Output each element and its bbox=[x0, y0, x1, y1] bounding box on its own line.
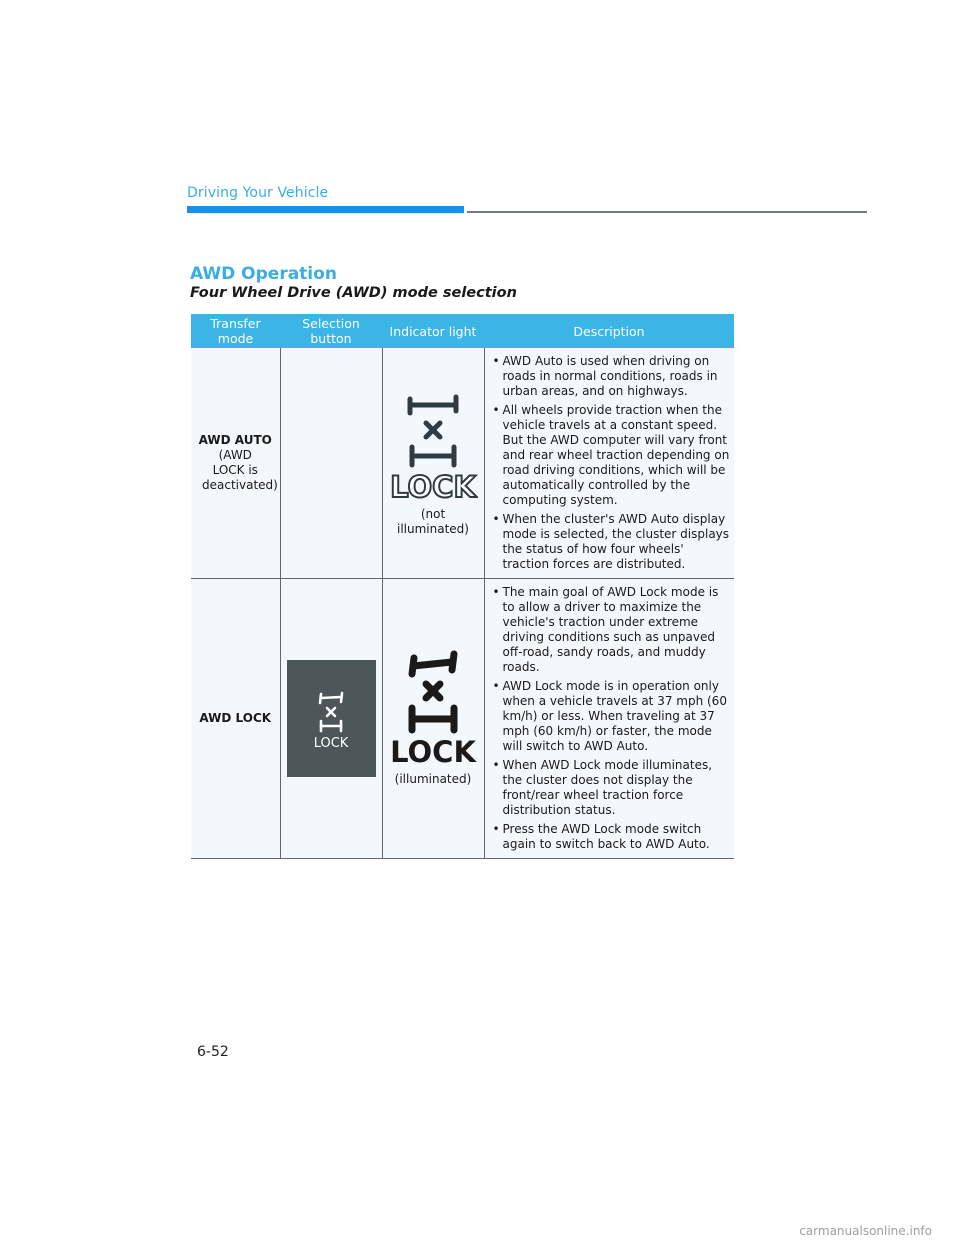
indicator-label: LOCK bbox=[390, 735, 476, 766]
transfer-mode-cell bbox=[191, 579, 280, 859]
page-title: AWD Operation bbox=[190, 264, 337, 284]
page-subtitle: Four Wheel Drive (AWD) mode selection bbox=[190, 285, 517, 301]
awd-lock-switch-icon bbox=[310, 689, 352, 749]
mode-detail: (AWD LOCK is deactivated) bbox=[202, 448, 278, 492]
description-bullet: • The main goal of AWD Lock mode is to allow a driver to maximize the vehicle's traction under extreme driving conditions such as unpaved off-road, sandy roads, and muddy roads. bbox=[491, 585, 731, 675]
selection-button-cell bbox=[280, 348, 382, 579]
table-row bbox=[191, 348, 734, 579]
description-bullet: • AWD Auto is used when driving on roads in normal conditions, roads in urban areas, and on highways. bbox=[491, 354, 731, 399]
indicator-light-cell bbox=[382, 579, 484, 859]
description-cell bbox=[484, 348, 734, 579]
section-header: Driving Your Vehicle bbox=[187, 185, 329, 201]
column-header: Description bbox=[484, 314, 734, 348]
page-number: 6-52 bbox=[197, 1044, 229, 1060]
header-rule bbox=[467, 211, 867, 213]
description-bullet: • Press the AWD Lock mode switch again to switch back to AWD Auto. bbox=[491, 822, 731, 852]
indicator-label: LOCK bbox=[390, 470, 476, 501]
indicator-note: (illuminated) bbox=[394, 772, 472, 786]
description-bullet: • All wheels provide traction when the vehicle travels at a constant speed. But the AWD computer will vary front and rear wheel traction depending on road driving conditions, which will be automatically controlled by the computing system. bbox=[491, 403, 731, 508]
description-cell bbox=[484, 579, 734, 859]
awd-lock-switch[interactable] bbox=[287, 660, 376, 777]
switch-label: LOCK bbox=[313, 735, 349, 749]
column-header: Indicator light bbox=[382, 314, 484, 348]
awd-lock-indicator-icon bbox=[388, 389, 478, 501]
description-bullet: • When AWD Lock mode illuminates, the cluster does not display the front/rear wheel traction force distribution status. bbox=[491, 758, 731, 818]
description-bullet: • When the cluster's AWD Auto display mode is selected, the cluster displays the status of how four wheels' traction forces are distributed. bbox=[491, 512, 731, 572]
awd-lock-indicator-icon bbox=[388, 650, 478, 766]
awd-mode-table bbox=[191, 314, 734, 859]
selection-button-cell bbox=[280, 579, 382, 859]
header-rule-accent bbox=[187, 206, 464, 213]
column-header: Selection button bbox=[280, 314, 382, 348]
mode-name: AWD LOCK bbox=[199, 711, 272, 725]
description-bullet: • AWD Lock mode is in operation only when a vehicle travels at 37 mph (60 km/h) or less. When traveling at 37 mph (60 km/h) or faster, the mode will switch to AWD Auto. bbox=[491, 679, 731, 754]
indicator-note: (not illuminated) bbox=[397, 507, 469, 536]
transfer-mode-cell bbox=[191, 348, 280, 579]
watermark: carmanualsonline.info bbox=[799, 1224, 932, 1238]
column-header: Transfer mode bbox=[191, 314, 280, 348]
mode-name: AWD AUTO bbox=[198, 433, 272, 447]
table-row bbox=[191, 579, 734, 859]
table-header-row bbox=[191, 314, 734, 348]
indicator-light-cell bbox=[382, 348, 484, 579]
